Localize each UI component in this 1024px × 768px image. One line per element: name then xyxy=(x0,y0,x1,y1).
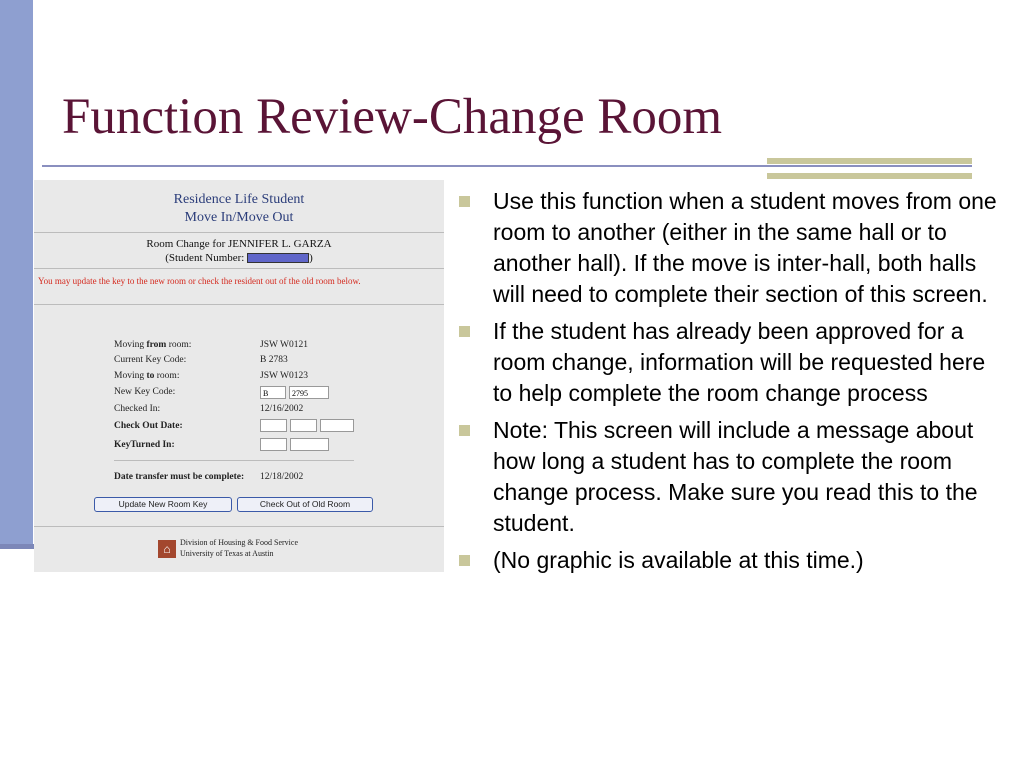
check-out-month-input[interactable] xyxy=(260,419,287,432)
student-number-prefix: (Student Number: xyxy=(165,252,245,264)
left-decor-band xyxy=(0,0,33,548)
check-out-year-input[interactable] xyxy=(320,419,354,432)
accent-bar-top xyxy=(767,158,972,164)
moving-from-value: JSW W0121 xyxy=(260,340,308,350)
separator xyxy=(34,304,444,305)
footer-text xyxy=(180,537,298,559)
new-key-label: New Key Code: xyxy=(114,387,176,397)
bullet-list xyxy=(456,186,1006,582)
new-key-code-input[interactable]: 2795 xyxy=(289,386,329,399)
check-out-date-label: Check Out Date: xyxy=(114,421,183,431)
student-number-redacted xyxy=(247,253,309,263)
screenshot-panel xyxy=(34,180,444,572)
bullet-item xyxy=(456,545,1006,576)
bullet-text: Use this function when a student moves from one room to another (either in the same hall or to another hall). If the move is inter-hall, both halls will need to complete their section of this screen. xyxy=(493,188,997,307)
screenshot-header-line1: Residence Life Student xyxy=(173,192,305,207)
check-out-old-room-button[interactable]: Check Out of Old Room xyxy=(237,497,373,512)
footer-line1: Division of Housing & Food Service xyxy=(180,538,298,547)
square-bullet-icon xyxy=(459,326,470,337)
separator xyxy=(114,460,354,461)
check-out-day-input[interactable] xyxy=(290,419,317,432)
date-transfer-label: Date transfer must be complete: xyxy=(114,472,245,482)
key-turned-in-code-input[interactable] xyxy=(290,438,329,451)
current-key-value: B 2783 xyxy=(260,355,288,365)
bullet-text: Note: This screen will include a message about how long a student has to complete the room change process. Make sure you read this to the student. xyxy=(493,417,978,536)
separator xyxy=(34,232,444,233)
update-room-key-button[interactable]: Update New Room Key xyxy=(94,497,232,512)
checked-in-value: 12/16/2002 xyxy=(260,404,304,414)
bullet-text: (No graphic is available at this time.) xyxy=(493,547,864,573)
screenshot-header-line2: Move In/Move Out xyxy=(184,210,294,225)
separator xyxy=(34,268,444,269)
bullet-item xyxy=(456,186,1006,310)
student-number-line xyxy=(34,252,444,264)
slide-title: Function Review-Change Room xyxy=(62,89,723,145)
student-number-suffix: ) xyxy=(309,252,313,264)
bullet-item xyxy=(456,415,1006,539)
bullet-item xyxy=(456,316,1006,409)
screenshot-inner xyxy=(34,180,444,572)
room-change-label: Room Change for JENNIFER L. GARZA xyxy=(146,238,332,250)
current-key-label: Current Key Code: xyxy=(114,355,187,365)
warning-message: You may update the key to the new room or check the resident out of the old room below. xyxy=(38,276,361,286)
new-key-prefix-input[interactable]: B xyxy=(260,386,286,399)
footer-line2: University of Texas at Austin xyxy=(180,549,274,558)
key-turned-in-prefix-input[interactable] xyxy=(260,438,287,451)
square-bullet-icon xyxy=(459,555,470,566)
accent-bar-bottom xyxy=(767,173,972,179)
square-bullet-icon xyxy=(459,196,470,207)
square-bullet-icon xyxy=(459,425,470,436)
housing-logo-icon: ⌂ xyxy=(158,540,176,558)
date-transfer-value: 12/18/2002 xyxy=(260,472,304,482)
bullet-text: If the student has already been approved for a room change, information will be requested here to help complete the room change process xyxy=(493,318,986,406)
separator xyxy=(34,526,444,527)
moving-from-label: Moving from room: xyxy=(114,340,192,350)
checked-in-label: Checked In: xyxy=(114,404,161,414)
moving-to-value: JSW W0123 xyxy=(260,371,308,381)
title-divider xyxy=(42,165,972,167)
moving-to-label: Moving to room: xyxy=(114,371,180,381)
key-turned-in-label: KeyTurned In: xyxy=(114,440,175,450)
